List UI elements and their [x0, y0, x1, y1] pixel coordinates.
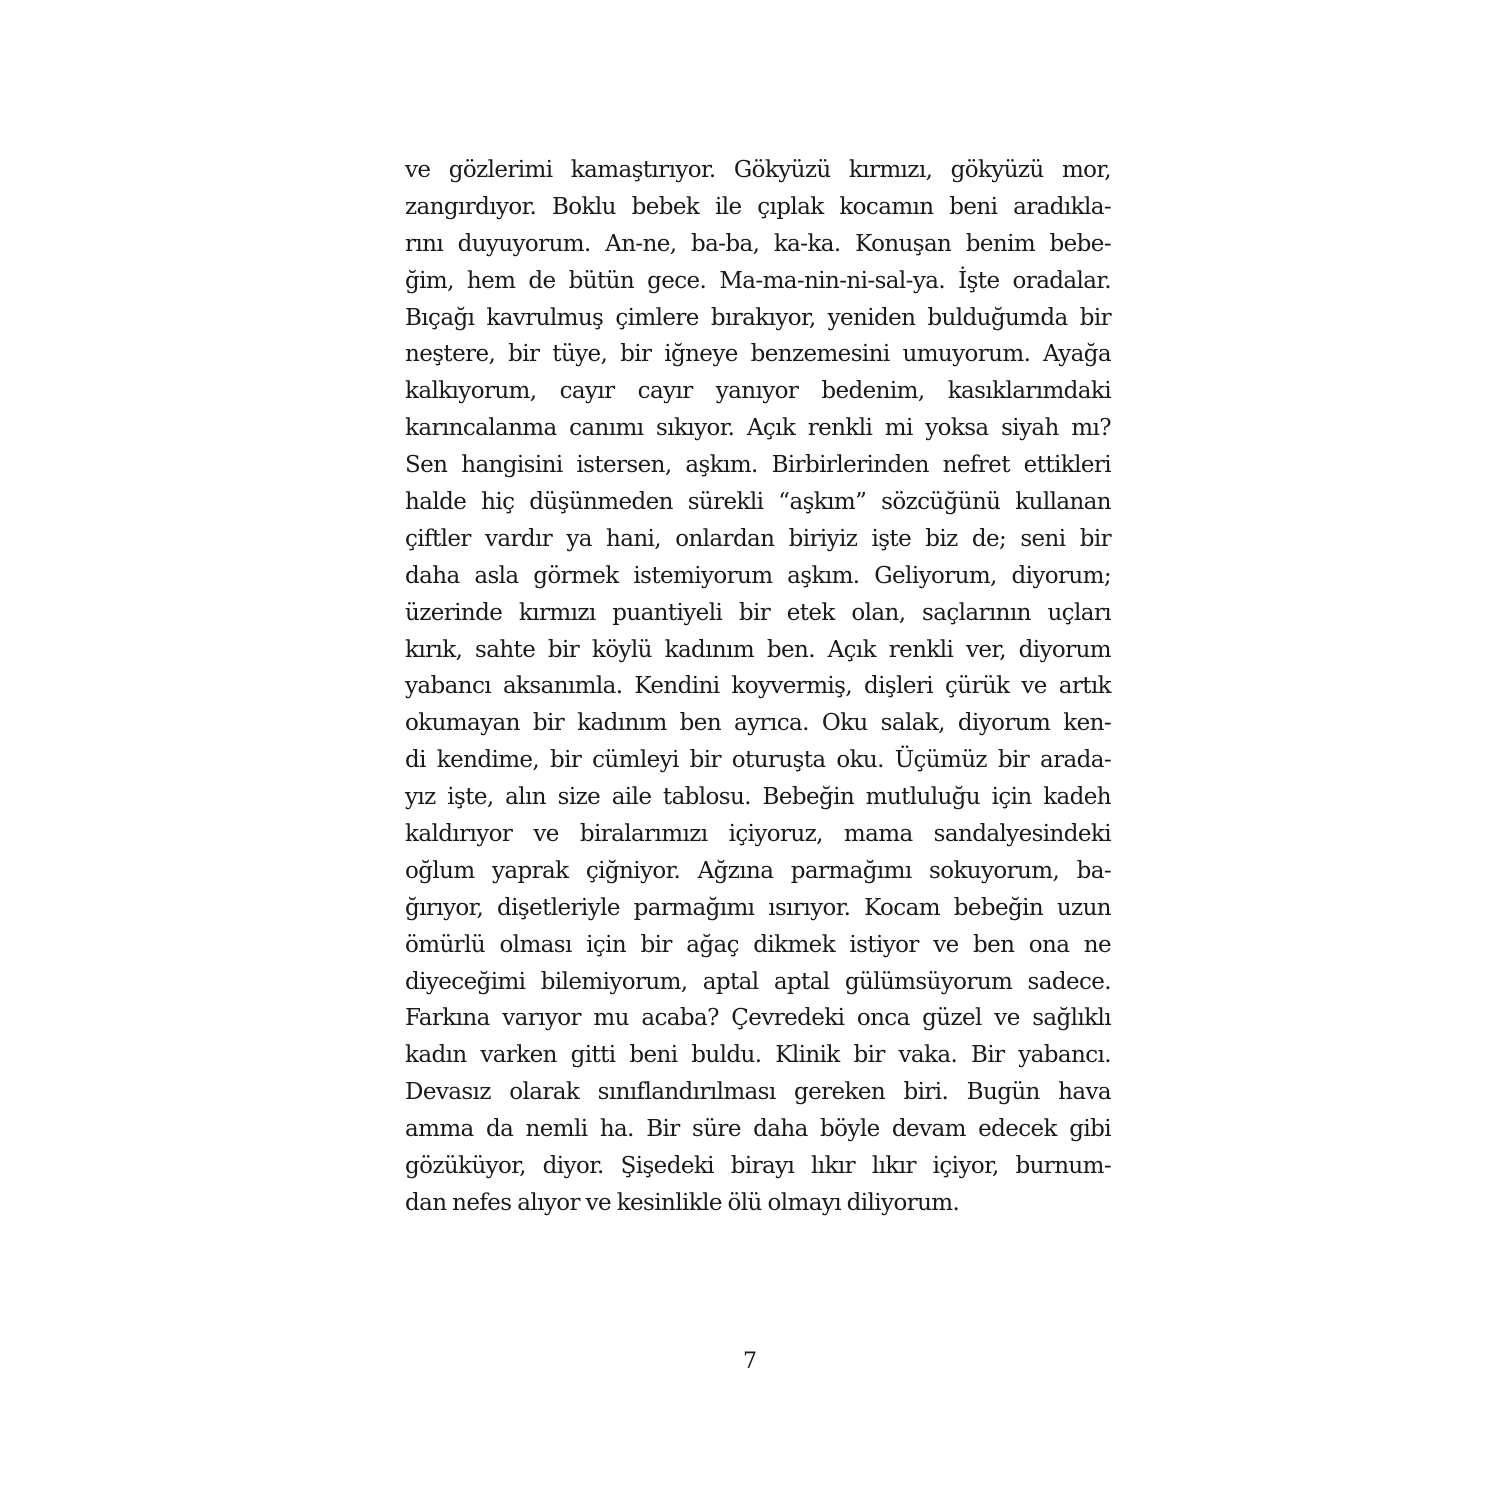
text-line: Bıçağı kavrulmuş çimlere bırakıyor, yeniden bulduğumda bir — [405, 304, 1111, 331]
page-number: 7 — [743, 1349, 757, 1374]
text-line: ğim, hem de bütün gece. Ma-ma-nin-ni-sal-ya. İşte oradalar. — [405, 267, 1111, 294]
text-line: kaldırıyor ve biralarımızı içiyoruz, mama sandalyesindeki — [405, 821, 1111, 848]
text-line: ğırıyor, dişetleriyle parmağımı ısırıyor. Kocam bebeğin uzun — [405, 894, 1111, 921]
text-line: karıncalanma canımı sıkıyor. Açık renkli mi yoksa siyah mı? — [405, 415, 1111, 442]
text-line: neştere, bir tüye, bir iğneye benzemesini umuyorum. Ayağa — [405, 341, 1111, 368]
text-line: okumayan bir kadınım ben ayrıca. Oku salak, diyorum ken- — [405, 710, 1111, 737]
text-line: ömürlü olması için bir ağaç dikmek istiyor ve ben ona ne — [405, 931, 1111, 958]
text-line: Sen hangisini istersen, aşkım. Birbirlerinden nefret ettikleri — [405, 452, 1111, 479]
text-line: üzerinde kırmızı puantiyeli bir etek olan, saçlarının uçları — [405, 599, 1111, 626]
text-line: kadın varken gitti beni buldu. Klinik bir vaka. Bir yabancı. — [405, 1042, 1111, 1069]
text-line: daha asla görmek istemiyorum aşkım. Geliyorum, diyorum; — [405, 562, 1111, 589]
text-line: Farkına varıyor mu acaba? Çevredeki onca güzel ve sağlıklı — [405, 1005, 1111, 1032]
text-line: halde hiç düşünmeden sürekli “aşkım” sözcüğünü kullanan — [405, 489, 1111, 516]
text-line: oğlum yaprak çiğniyor. Ağzına parmağımı sokuyorum, ba- — [405, 857, 1111, 884]
text-line: di kendime, bir cümleyi bir oturuşta oku. Üçümüz bir arada- — [405, 747, 1111, 774]
body-text — [405, 152, 1111, 1222]
text-line-last: dan nefes alıyor ve kesinlikle ölü olmayı diliyorum. — [405, 1189, 960, 1216]
text-line: gözüküyor, diyor. Şişedeki birayı lıkır lıkır içiyor, burnum- — [405, 1153, 1111, 1180]
text-line: çiftler vardır ya hani, onlardan biriyiz işte biz de; seni bir — [405, 525, 1111, 552]
text-line: yabancı aksanımla. Kendini koyvermiş, dişleri çürük ve artık — [405, 673, 1111, 700]
text-line: yız işte, alın size aile tablosu. Bebeğin mutluluğu için kadeh — [405, 784, 1111, 811]
text-line: Devasız olarak sınıflandırılması gereken biri. Bugün hava — [405, 1079, 1111, 1106]
text-line: ve gözlerimi kamaştırıyor. Gökyüzü kırmızı, gökyüzü mor, — [405, 157, 1111, 183]
text-line: kırık, sahte bir köylü kadınım ben. Açık renkli ver, diyorum — [405, 636, 1111, 663]
text-line: rını duyuyorum. An-ne, ba-ba, ka-ka. Konuşan benim bebe- — [405, 230, 1111, 257]
text-line: zangırdıyor. Boklu bebek ile çıplak kocamın beni aradıkla- — [405, 193, 1111, 220]
text-line: kalkıyorum, cayır cayır yanıyor bedenim, kasıklarımdaki — [405, 378, 1111, 405]
text-line: diyeceğimi bilemiyorum, aptal aptal gülümsüyorum sadece. — [405, 968, 1111, 995]
text-line: amma da nemli ha. Bir süre daha böyle devam edecek gibi — [405, 1116, 1111, 1143]
